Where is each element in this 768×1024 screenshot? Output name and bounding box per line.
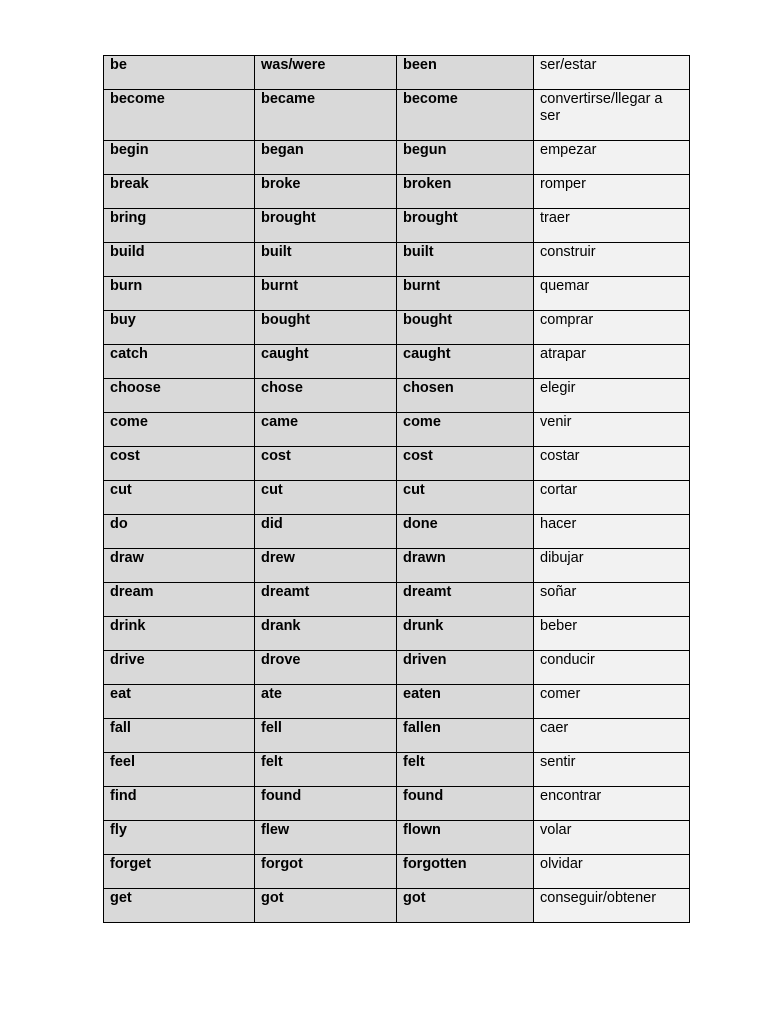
base-form-cell: drink <box>104 617 255 651</box>
verb-row <box>104 413 690 447</box>
past-participle-cell: burnt <box>397 277 534 311</box>
base-form-cell: begin <box>104 141 255 175</box>
past-simple-cell: flew <box>255 821 397 855</box>
past-simple-cell: cost <box>255 447 397 481</box>
past-simple-cell: drank <box>255 617 397 651</box>
past-simple-cell: burnt <box>255 277 397 311</box>
spanish-translation-cell: comprar <box>534 311 690 345</box>
verb-row <box>104 141 690 175</box>
base-form-cell: dream <box>104 583 255 617</box>
spanish-translation-cell: convertirse/llegar a ser <box>534 90 690 141</box>
base-form-cell: break <box>104 175 255 209</box>
verb-row <box>104 889 690 923</box>
past-simple-cell: did <box>255 515 397 549</box>
verb-row <box>104 209 690 243</box>
past-simple-cell: got <box>255 889 397 923</box>
past-participle-cell: got <box>397 889 534 923</box>
past-simple-cell: cut <box>255 481 397 515</box>
past-participle-cell: come <box>397 413 534 447</box>
spanish-translation-cell: comer <box>534 685 690 719</box>
irregular-verbs-table <box>103 55 690 923</box>
past-participle-cell: flown <box>397 821 534 855</box>
past-participle-cell: dreamt <box>397 583 534 617</box>
spanish-translation-cell: romper <box>534 175 690 209</box>
past-simple-cell: fell <box>255 719 397 753</box>
past-participle-cell: caught <box>397 345 534 379</box>
past-simple-cell: forgot <box>255 855 397 889</box>
verb-row <box>104 379 690 413</box>
base-form-cell: cost <box>104 447 255 481</box>
spanish-translation-cell: construir <box>534 243 690 277</box>
past-participle-cell: fallen <box>397 719 534 753</box>
spanish-translation-cell: beber <box>534 617 690 651</box>
verb-row <box>104 855 690 889</box>
verb-row <box>104 311 690 345</box>
spanish-translation-cell: conseguir/obtener <box>534 889 690 923</box>
past-participle-cell: chosen <box>397 379 534 413</box>
past-simple-cell: came <box>255 413 397 447</box>
verb-row <box>104 175 690 209</box>
spanish-translation-cell: volar <box>534 821 690 855</box>
verb-row <box>104 243 690 277</box>
past-participle-cell: brought <box>397 209 534 243</box>
past-simple-cell: became <box>255 90 397 141</box>
past-participle-cell: become <box>397 90 534 141</box>
verb-row <box>104 685 690 719</box>
spanish-translation-cell: hacer <box>534 515 690 549</box>
spanish-translation-cell: quemar <box>534 277 690 311</box>
spanish-translation-cell: dibujar <box>534 549 690 583</box>
base-form-cell: cut <box>104 481 255 515</box>
spanish-translation-cell: conducir <box>534 651 690 685</box>
spanish-translation-cell: atrapar <box>534 345 690 379</box>
spanish-translation-cell: traer <box>534 209 690 243</box>
past-simple-cell: built <box>255 243 397 277</box>
past-simple-cell: dreamt <box>255 583 397 617</box>
past-simple-cell: bought <box>255 311 397 345</box>
past-simple-cell: began <box>255 141 397 175</box>
verb-row <box>104 345 690 379</box>
spanish-translation-cell: caer <box>534 719 690 753</box>
past-participle-cell: been <box>397 56 534 90</box>
verb-row <box>104 277 690 311</box>
past-participle-cell: begun <box>397 141 534 175</box>
verb-row <box>104 56 690 90</box>
spanish-translation-cell: elegir <box>534 379 690 413</box>
verb-row <box>104 787 690 821</box>
spanish-translation-cell: costar <box>534 447 690 481</box>
past-participle-cell: cut <box>397 481 534 515</box>
past-participle-cell: drunk <box>397 617 534 651</box>
past-participle-cell: drawn <box>397 549 534 583</box>
base-form-cell: get <box>104 889 255 923</box>
spanish-translation-cell: empezar <box>534 141 690 175</box>
past-simple-cell: was/were <box>255 56 397 90</box>
past-participle-cell: done <box>397 515 534 549</box>
verb-row <box>104 651 690 685</box>
base-form-cell: bring <box>104 209 255 243</box>
base-form-cell: become <box>104 90 255 141</box>
spanish-translation-cell: encontrar <box>534 787 690 821</box>
past-participle-cell: broken <box>397 175 534 209</box>
verb-row <box>104 447 690 481</box>
base-form-cell: choose <box>104 379 255 413</box>
spanish-translation-cell: olvidar <box>534 855 690 889</box>
verb-row <box>104 821 690 855</box>
past-simple-cell: felt <box>255 753 397 787</box>
verb-row <box>104 515 690 549</box>
base-form-cell: draw <box>104 549 255 583</box>
past-simple-cell: drove <box>255 651 397 685</box>
verb-row <box>104 549 690 583</box>
spanish-translation-cell: sentir <box>534 753 690 787</box>
base-form-cell: fall <box>104 719 255 753</box>
past-simple-cell: drew <box>255 549 397 583</box>
spanish-translation-cell: cortar <box>534 481 690 515</box>
base-form-cell: burn <box>104 277 255 311</box>
base-form-cell: eat <box>104 685 255 719</box>
past-simple-cell: brought <box>255 209 397 243</box>
past-participle-cell: built <box>397 243 534 277</box>
past-simple-cell: caught <box>255 345 397 379</box>
past-participle-cell: bought <box>397 311 534 345</box>
base-form-cell: drive <box>104 651 255 685</box>
base-form-cell: build <box>104 243 255 277</box>
past-participle-cell: eaten <box>397 685 534 719</box>
verb-table-body <box>104 56 690 923</box>
verb-row <box>104 583 690 617</box>
verb-row <box>104 719 690 753</box>
base-form-cell: catch <box>104 345 255 379</box>
verb-row <box>104 617 690 651</box>
base-form-cell: fly <box>104 821 255 855</box>
base-form-cell: forget <box>104 855 255 889</box>
past-participle-cell: driven <box>397 651 534 685</box>
past-simple-cell: chose <box>255 379 397 413</box>
base-form-cell: buy <box>104 311 255 345</box>
verb-row <box>104 90 690 141</box>
spanish-translation-cell: ser/estar <box>534 56 690 90</box>
base-form-cell: feel <box>104 753 255 787</box>
past-simple-cell: found <box>255 787 397 821</box>
spanish-translation-cell: venir <box>534 413 690 447</box>
past-simple-cell: ate <box>255 685 397 719</box>
verb-row <box>104 753 690 787</box>
base-form-cell: find <box>104 787 255 821</box>
past-simple-cell: broke <box>255 175 397 209</box>
verb-row <box>104 481 690 515</box>
spanish-translation-cell: soñar <box>534 583 690 617</box>
past-participle-cell: found <box>397 787 534 821</box>
past-participle-cell: forgotten <box>397 855 534 889</box>
base-form-cell: come <box>104 413 255 447</box>
base-form-cell: do <box>104 515 255 549</box>
base-form-cell: be <box>104 56 255 90</box>
past-participle-cell: cost <box>397 447 534 481</box>
past-participle-cell: felt <box>397 753 534 787</box>
